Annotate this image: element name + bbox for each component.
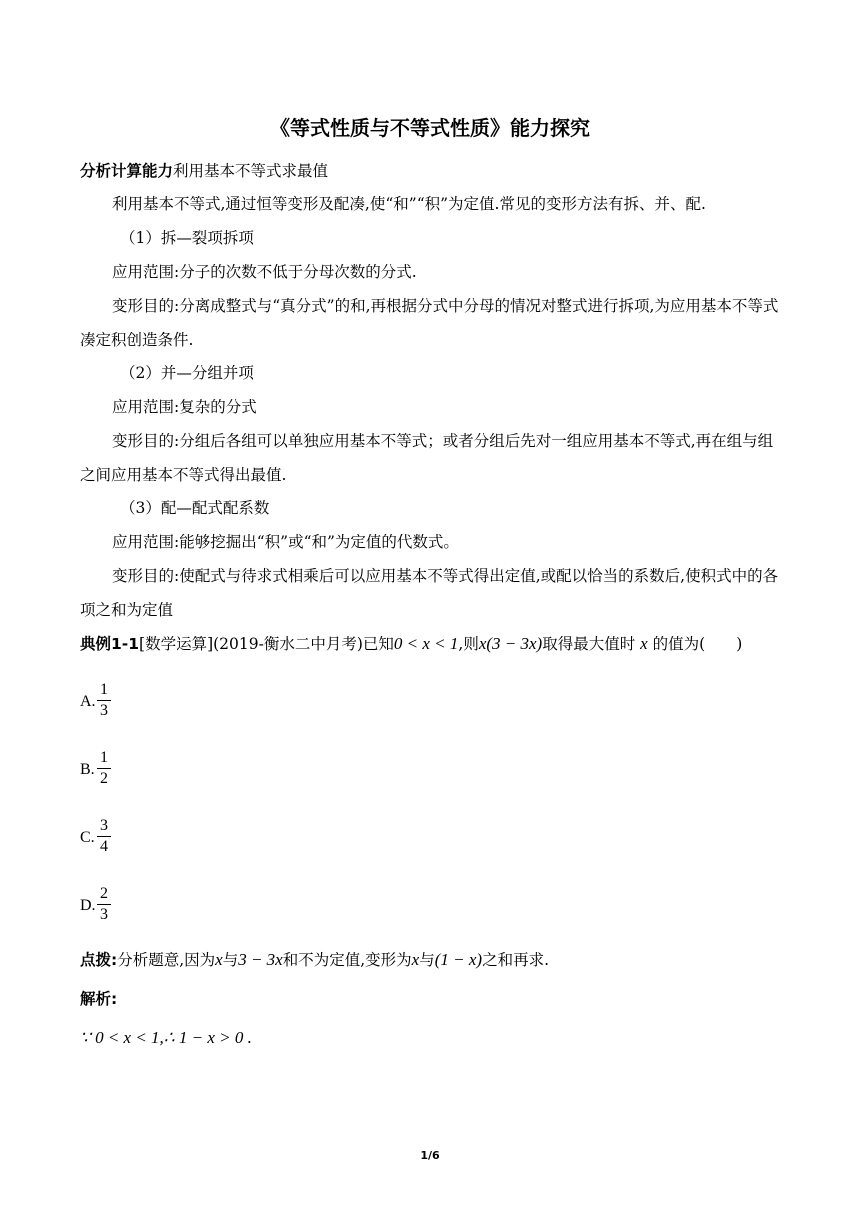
page-number: 1/6 xyxy=(420,1149,440,1162)
hint-math-1: x xyxy=(215,950,223,969)
option-b-denominator: 2 xyxy=(100,770,108,787)
option-c-fraction xyxy=(97,817,111,856)
solution-line xyxy=(80,1027,780,1049)
method-1-goal: 变形目的:分离成整式与“真分式”的和,再根据分式中分母的情况对整式进行拆项,为应用基本不等式凑定积创造条件. xyxy=(80,297,779,349)
solution-math: ∵ 0 < x < 1,∴ 1 − x > 0 . xyxy=(80,1028,252,1047)
option-d-letter: D. xyxy=(80,897,96,914)
option-c-letter: C. xyxy=(80,829,95,846)
method-1-heading: （1）拆—裂项拆项 xyxy=(120,229,254,247)
option-a-numerator: 1 xyxy=(100,681,108,698)
page-title: 《等式性质与不等式性质》能力探究 xyxy=(270,116,590,140)
option-a-letter: A. xyxy=(80,693,96,710)
method-1-scope: 应用范围:分子的次数不低于分母次数的分式. xyxy=(112,263,417,281)
hint-text-1: 分析题意,因为 xyxy=(117,951,216,969)
method-2-goal: 变形目的:分组后各组可以单独应用基本不等式；或者分组后先对一组应用基本不等式,再在组与组之间应用基本不等式得出最值. xyxy=(80,432,774,484)
section-topic: 利用基本不等式求最值 xyxy=(173,162,329,180)
section-heading-line xyxy=(80,160,780,182)
hint-math-2: 3 − 3x xyxy=(238,950,283,969)
option-d-numerator: 2 xyxy=(100,885,108,902)
option-d-fraction xyxy=(97,885,111,924)
example-problem xyxy=(80,633,780,655)
example-text-d: 的值为( ) xyxy=(652,635,743,653)
option-a-denominator: 3 xyxy=(100,702,108,719)
method-2-scope: 应用范围:复杂的分式 xyxy=(112,398,257,416)
option-b-letter: B. xyxy=(80,761,95,778)
hint-math-3: x xyxy=(411,950,420,969)
hint-label: 点拨: xyxy=(80,951,118,969)
option-b-numerator: 1 xyxy=(100,749,108,766)
method-3-scope: 应用范围:能够挖掘出“积”或“和”为定值的代数式。 xyxy=(112,533,459,551)
option-d-denominator: 3 xyxy=(100,906,108,923)
option-a-fraction xyxy=(97,681,111,720)
intro-text: 利用基本不等式,通过恒等变形及配凑,使“和”“积”为定值.常见的变形方法有拆、并、配. xyxy=(112,195,706,213)
example-variable: x xyxy=(640,634,648,653)
option-b-fraction xyxy=(97,749,111,788)
hint-math-4: (1 − x) xyxy=(434,950,483,969)
method-3-goal: 变形目的:使配式与待求式相乘后可以应用基本不等式得出定值,或配以恰当的系数后,使积式中的各项之和为定值 xyxy=(80,567,779,619)
example-text-b: ,则 xyxy=(458,635,479,653)
option-c-numerator: 3 xyxy=(100,817,108,834)
hint-line xyxy=(80,949,780,971)
hint-text-3: 和不为定值,变形为 xyxy=(282,951,412,969)
method-2-heading: （2）并—分组并项 xyxy=(120,364,254,382)
solution-label: 解析: xyxy=(80,990,118,1008)
hint-text-5: 之和再求. xyxy=(482,951,550,969)
option-c-denominator: 4 xyxy=(100,838,108,855)
section-heading: 分析计算能力 xyxy=(80,162,174,180)
example-expression: x(3 − 3x) xyxy=(478,634,543,653)
example-condition: 0 < x < 1 xyxy=(393,634,459,653)
example-label: 典例1-1 xyxy=(80,635,140,653)
example-text-c: 取得最大值时 xyxy=(542,635,636,653)
method-3-heading: （3）配—配式配系数 xyxy=(120,499,270,517)
example-text-a: [数学运算](2019-衡水二中月考)已知 xyxy=(139,635,394,653)
hint-text-2: 与 xyxy=(222,951,239,969)
hint-text-4: 与 xyxy=(419,951,435,969)
